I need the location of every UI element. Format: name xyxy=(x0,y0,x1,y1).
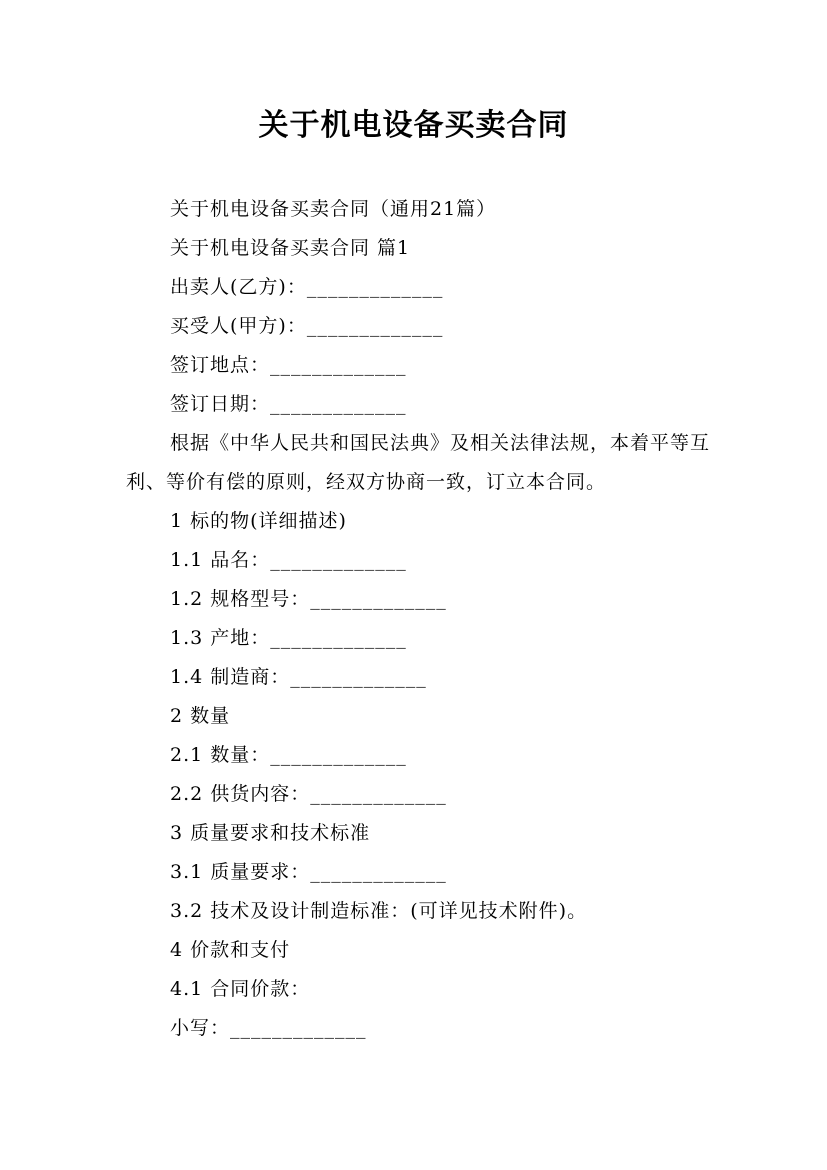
clause-line: 1.2 规格型号：_____________ xyxy=(170,588,447,610)
section-heading: 1 标的物(详细描述) xyxy=(170,510,347,532)
clause-line: 2.1 数量：_____________ xyxy=(170,744,407,766)
subtitle-line: 关于机电设备买卖合同（通用21篇） xyxy=(170,198,497,220)
preamble-paragraph: 根据《中华人民共和国民法典》及相关法律法规，本着平等互利、等价有偿的原则，经双方协商一致，订立本合同。 xyxy=(126,432,711,493)
clause-line: 3.1 质量要求：_____________ xyxy=(170,861,447,883)
sign-place-field: 签订地点：_____________ xyxy=(170,354,407,376)
sign-date-field: 签订日期：_____________ xyxy=(170,393,407,415)
buyer-field: 买受人(甲方)：_____________ xyxy=(170,315,444,337)
seller-field: 出卖人(乙方)：_____________ xyxy=(170,276,444,298)
clause-line: 3.2 技术及设计制造标准：(可详见技术附件)。 xyxy=(170,900,588,922)
clause-line: 1.1 品名：_____________ xyxy=(170,549,407,571)
section-heading: 3 质量要求和技术标准 xyxy=(170,822,371,844)
document-body xyxy=(126,190,711,1048)
section-heading: 2 数量 xyxy=(170,705,231,727)
chapter-heading: 关于机电设备买卖合同 篇1 xyxy=(170,237,411,259)
clause-line: 小写：_____________ xyxy=(170,1017,367,1039)
document-title: 关于机电设备买卖合同 xyxy=(258,108,569,143)
clause-line: 2.2 供货内容：_____________ xyxy=(170,783,447,805)
section-heading: 4 价款和支付 xyxy=(170,939,291,961)
clause-line: 1.3 产地：_____________ xyxy=(170,627,407,649)
clause-line: 1.4 制造商：_____________ xyxy=(170,666,427,688)
clause-line: 4.1 合同价款： xyxy=(170,978,311,1000)
